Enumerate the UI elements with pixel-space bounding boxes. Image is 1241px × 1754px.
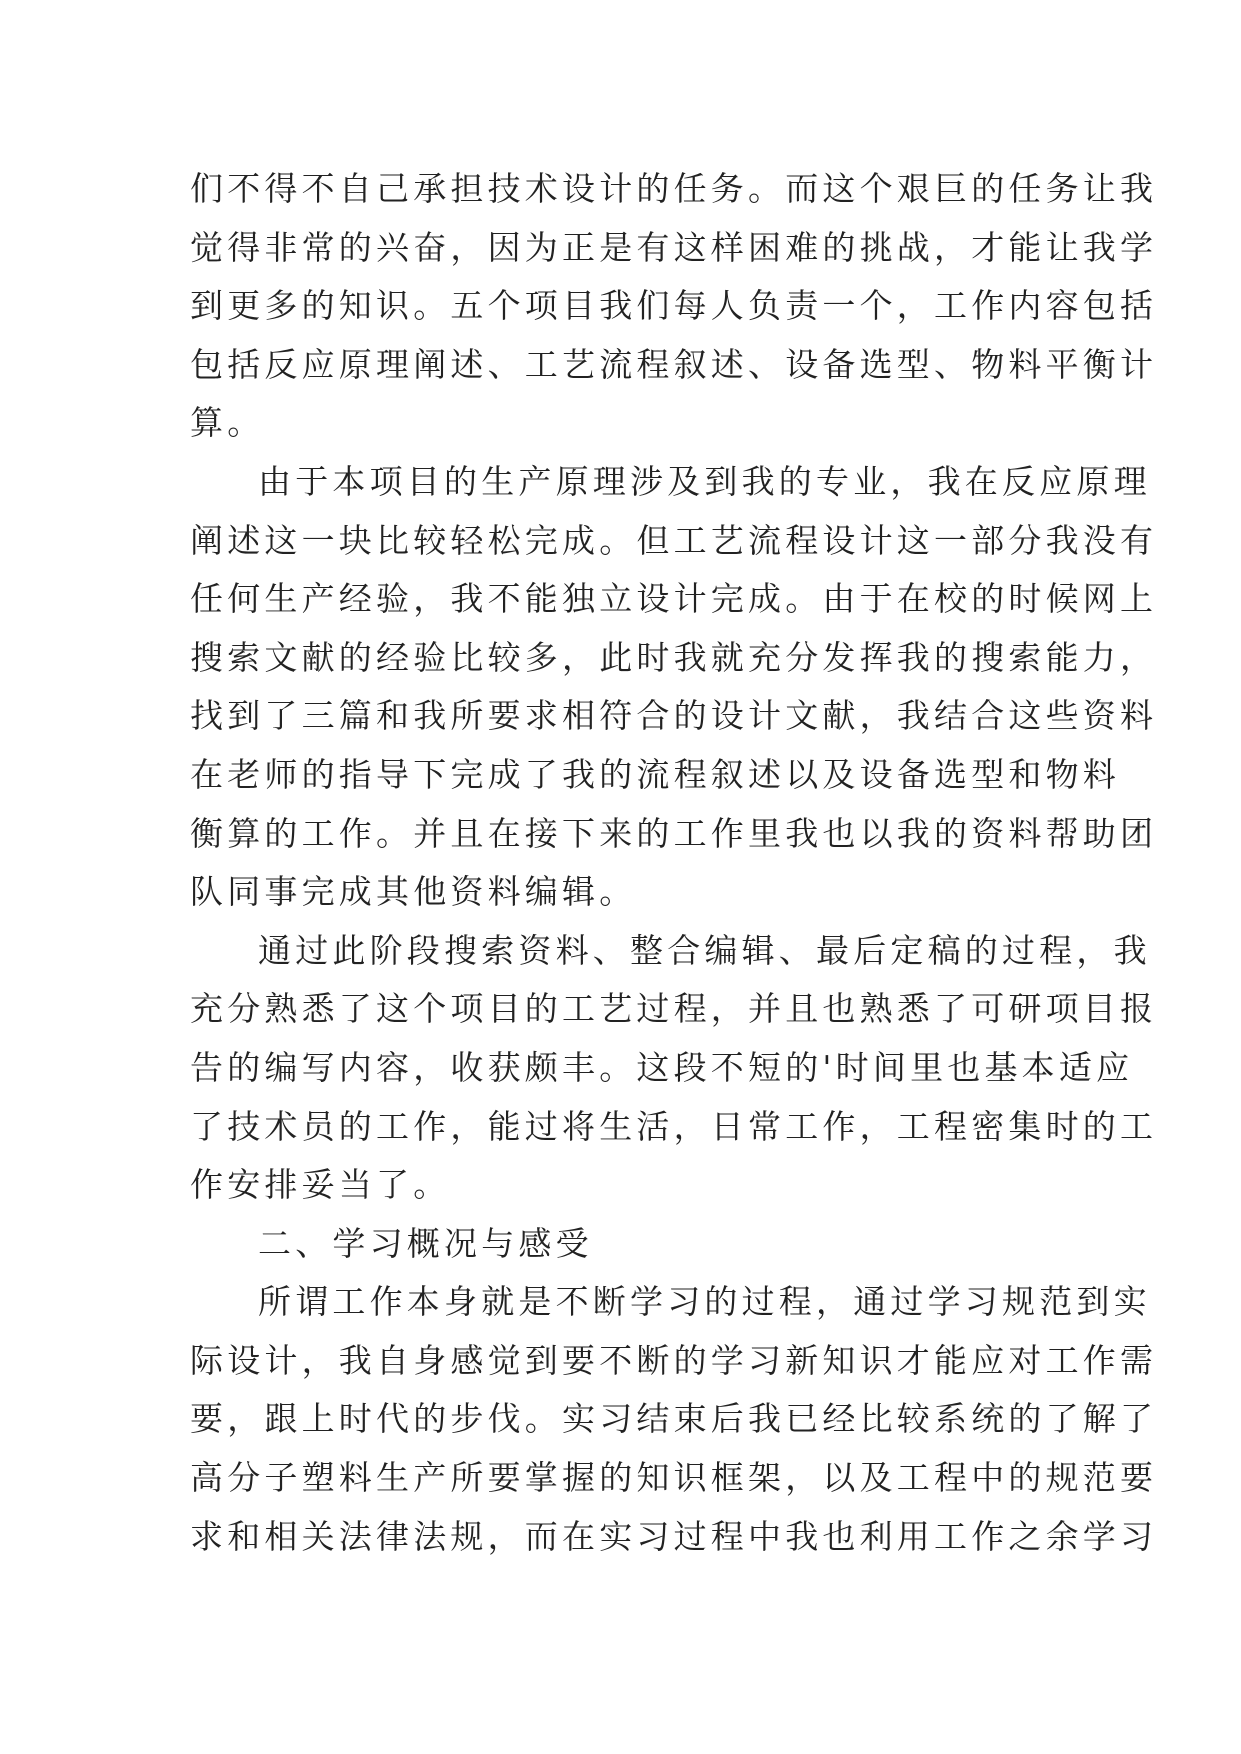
text-line: 充分熟悉了这个项目的工艺过程，并且也熟悉了可研项目报 [190, 989, 1158, 1029]
text-line: 在老师的指导下完成了我的流程叙述以及设备选型和物料 [190, 754, 1120, 794]
text-line: 要，跟上时代的步伐。实习结束后我已经比较系统的了解了 [190, 1399, 1158, 1439]
text-line: 觉得非常的兴奋，因为正是有这样困难的挑战，才能让我学 [190, 227, 1158, 267]
text-line: 了技术员的工作，能过将生活，日常工作，工程密集时的工 [190, 1106, 1158, 1146]
text-line: 到更多的知识。五个项目我们每人负责一个，工作内容包括 [190, 286, 1158, 326]
paragraph-first-line: 通过此阶段搜索资料、整合编辑、最后定稿的过程，我 [258, 930, 1151, 970]
text-line: 衡算的工作。并且在接下来的工作里我也以我的资料帮助团 [190, 813, 1158, 853]
text-line: 队同事完成其他资料编辑。 [190, 872, 637, 912]
text-line: 搜索文献的经验比较多，此时我就充分发挥我的搜索能力， [190, 637, 1158, 677]
paragraph-first-line: 二、学习概况与感受 [258, 1223, 593, 1263]
text-line: 告的编写内容，收获颇丰。这段不短的'时间里也基本适应 [190, 1047, 1134, 1087]
text-line: 作安排妥当了。 [190, 1165, 451, 1205]
text-line: 任何生产经验，我不能独立设计完成。由于在校的时候网上 [190, 579, 1158, 619]
text-line: 找到了三篇和我所要求相符合的设计文献，我结合这些资料 [190, 696, 1158, 736]
text-line: 求和相关法律法规，而在实习过程中我也利用工作之余学习 [190, 1516, 1158, 1556]
text-line: 们不得不自己承担技术设计的任务。而这个艰巨的任务让我 [190, 169, 1158, 208]
paragraph-first-line: 所谓工作本身就是不断学习的过程，通过学习规范到实 [258, 1282, 1151, 1322]
text-line: 包括反应原理阐述、工艺流程叙述、设备选型、物料平衡计 [190, 344, 1158, 384]
text-line: 算。 [190, 403, 265, 443]
text-line: 阐述这一块比较轻松完成。但工艺流程设计这一部分我没有 [190, 520, 1158, 560]
paragraph-first-line: 由于本项目的生产原理涉及到我的专业，我在反应原理 [258, 461, 1151, 501]
text-line: 际设计，我自身感觉到要不断的学习新知识才能应对工作需 [190, 1340, 1158, 1380]
body-text [190, 160, 1158, 1566]
text-line: 高分子塑料生产所要掌握的知识框架，以及工程中的规范要 [190, 1458, 1158, 1498]
